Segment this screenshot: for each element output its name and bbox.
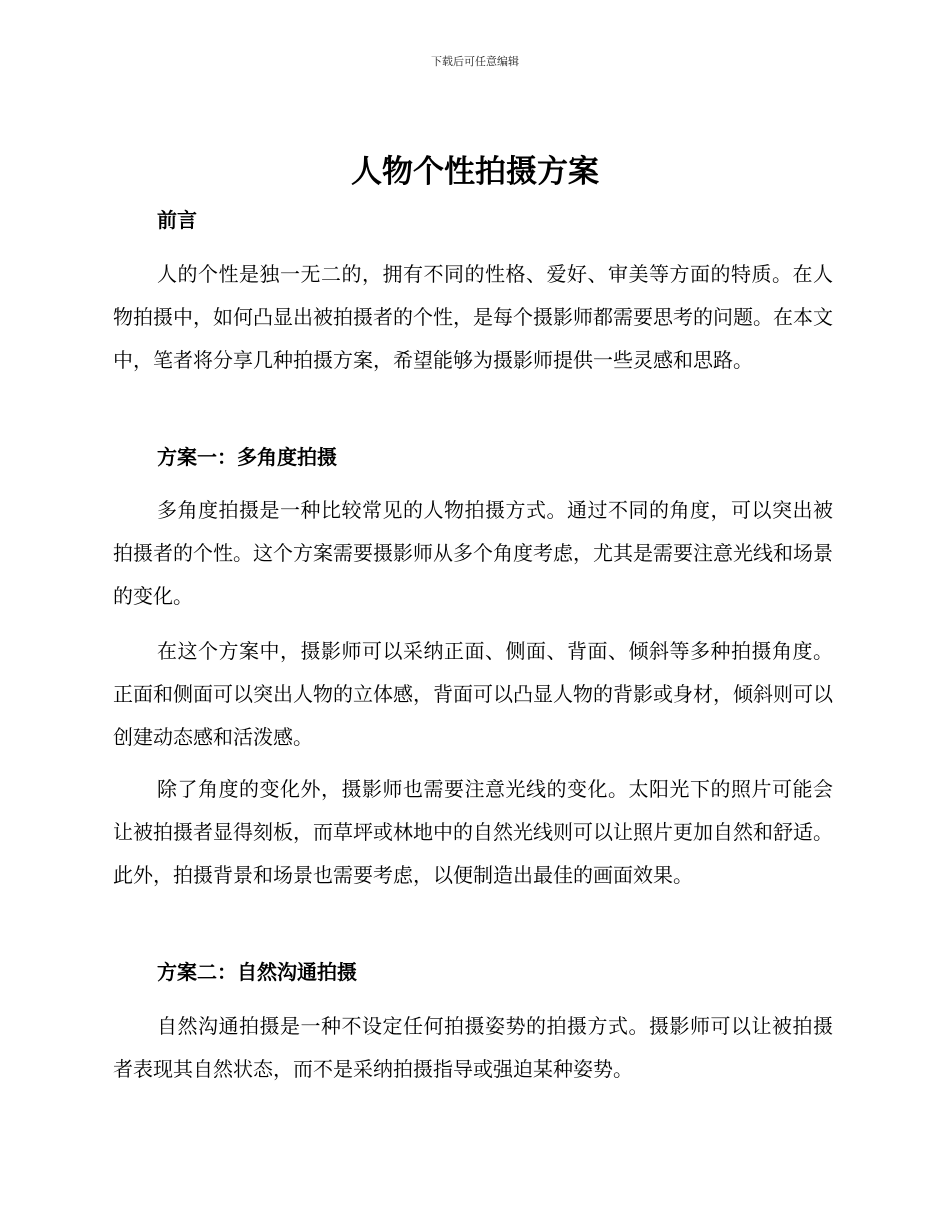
plan1-paragraph-1: 多角度拍摄是一种比较常见的人物拍摄方式。通过不同的角度，可以突出被拍摄者的个性。这个方案需要摄影师从多个角度考虑，尤其是需要注意光线和场景的变化。 <box>113 498 833 608</box>
plan2-paragraph-1: 自然沟通拍摄是一种不设定任何拍摄姿势的拍摄方式。摄影师可以让被拍摄者表现其自然状态，而不是采纳拍摄指导或强迫某种姿势。 <box>113 1014 833 1081</box>
plan2-heading: 方案二：自然沟通拍摄 <box>157 960 357 984</box>
plan1-paragraph-3: 除了角度的变化外，摄影师也需要注意光线的变化。太阳光下的照片可能会让被拍摄者显得刻板，而草坪或林地中的自然光线则可以让照片更加自然和舒适。此外，拍摄背景和场景也需要考虑，以便制造出最佳的画面效果。 <box>113 777 833 887</box>
preface-paragraph: 人的个性是独一无二的，拥有不同的性格、爱好、审美等方面的特质。在人物拍摄中，如何凸显出被拍摄者的个性，是每个摄影师都需要思考的问题。在本文中，笔者将分享几种拍摄方案，希望能够为摄影师提供一些灵感和思路。 <box>113 262 833 372</box>
plan1-heading: 方案一：多角度拍摄 <box>157 445 337 469</box>
plan1-paragraph-2: 在这个方案中，摄影师可以采纳正面、侧面、背面、倾斜等多种拍摄角度。正面和侧面可以突出人物的立体感，背面可以凸显人物的背影或身材，倾斜则可以创建动态感和活泼感。 <box>113 639 833 749</box>
page-header-note: 下载后可任意编辑 <box>431 55 519 68</box>
preface-heading: 前言 <box>157 208 197 232</box>
document-title: 人物个性拍摄方案 <box>351 154 599 190</box>
